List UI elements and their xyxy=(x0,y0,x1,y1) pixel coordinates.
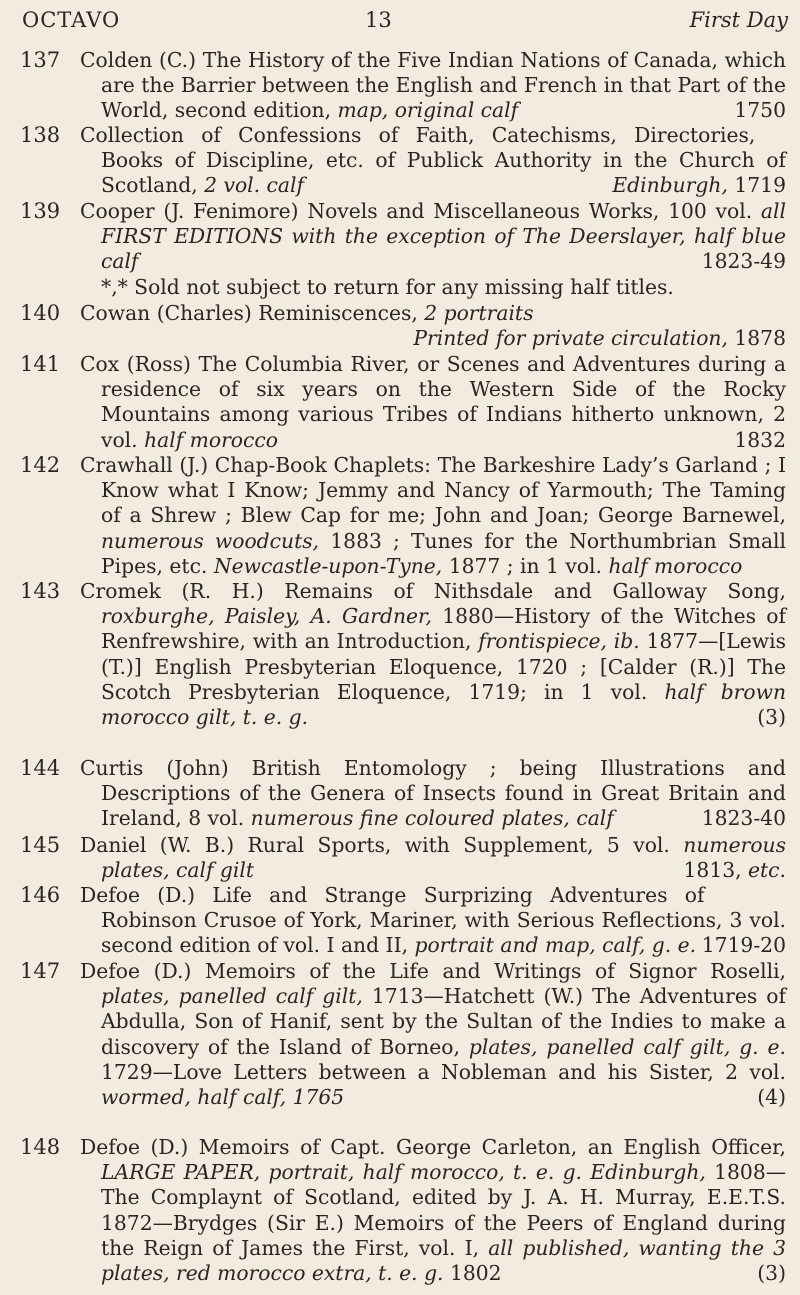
lot-binding: wormed, half calf, xyxy=(101,1085,287,1110)
lot-format: plates, panelled calf gilt, xyxy=(101,984,363,1009)
lot-format: half morocco xyxy=(144,427,278,452)
lot-description-cont: 1808—The Complaynt of Scotland, edited by J. A. H. Murray, E.E.T.S. 1872—Brydges (Sir E.) Memoirs of the Peers of England during the Reign of James the First, vol. I, xyxy=(101,1160,787,1260)
lot-format: map, original calf xyxy=(337,98,519,123)
lot-entry-137 xyxy=(0,48,800,123)
lot-date: 1832 xyxy=(734,427,786,452)
lot-number: 142 xyxy=(20,453,61,477)
lot-format-2: plates, panelled calf gilt, g. e. xyxy=(468,1034,787,1059)
header-format: OCTAVO xyxy=(22,8,121,32)
lot-number: 145 xyxy=(20,833,61,857)
lot-format: 2 vol. calf xyxy=(204,173,304,198)
lot-description: Crawhall (J.) Chap-Book Chaplets: The Barkeshire Lady’s Garland ; I Know what I Know; Jemmy and Nancy of Yarmouth; The Taming of a Shrew ; Blew Cap for me; John and Joan; George Barnewel, xyxy=(80,453,786,528)
lot-format: numerous plates, calf gilt xyxy=(101,833,786,883)
lot-date: 1813, xyxy=(683,858,742,883)
lot-place: Edinburgh, xyxy=(612,173,728,198)
lot-description: Defoe (D.) Memoirs of the Life and Writings of Signor Roselli, xyxy=(80,959,786,983)
lot-format: 2 portraits xyxy=(424,301,534,325)
lot-date: 1823-40 xyxy=(701,806,786,831)
lot-count: (4) xyxy=(757,1085,786,1110)
lot-description-cont: 1880—History of the Witches of Renfrewshire, with an Introduction, xyxy=(101,604,786,654)
lot-number: 139 xyxy=(20,199,61,223)
lot-count: (3) xyxy=(757,705,786,730)
lot-entry-147 xyxy=(0,959,800,1135)
header-day: First Day xyxy=(689,8,788,32)
lot-description: Curtis (John) British Entomology ; being Illustrations and Descriptions of the Genera of Insects found in Great Britain and Ireland, 8 vol. xyxy=(80,756,786,831)
lot-number: 137 xyxy=(20,48,61,72)
lot-date: 1878 xyxy=(734,326,786,351)
lot-number: 144 xyxy=(20,756,61,780)
lot-format-2: frontispiece, ib. xyxy=(478,629,640,654)
lot-format: roxburghe, Paisley, A. Gardner, xyxy=(101,604,432,629)
lot-list xyxy=(0,48,800,1295)
lot-date: 1750 xyxy=(734,98,786,123)
lot-entry-142 xyxy=(0,453,800,579)
lot-entry-145 xyxy=(0,833,800,883)
lot-description: Cox (Ross) The Columbia River, or Scenes and Adventures during a residence of six years on the Western Side of the Rocky Mountains among various Tribes of Indians hitherto unknown, 2 vol. xyxy=(80,352,786,452)
lot-place: Edinburgh, xyxy=(590,1160,706,1185)
lot-format: all FIRST EDITIONS with the exception of The Deerslayer, half blue calf xyxy=(101,199,786,274)
lot-date: 1823-49 xyxy=(701,249,786,274)
lot-description: Cromek (R. H.) Remains of Nithsdale and Galloway Song, xyxy=(80,579,786,603)
lot-description-tail: 1877—[Lewis (T.)] English Presbyterian Eloquence, 1720 ; [Calder (R.)] The Scotch Presbyterian Eloquence, 1719; in 1 vol. xyxy=(101,629,786,704)
lot-description: Defoe (D.) Memoirs of Capt. George Carleton, an English Officer, xyxy=(80,1135,786,1159)
lot-description-cont: 1713—Hatchett (W.) The Adventures of Abdulla, Son of Hanif, sent by the Sultan of the Indies to make a discovery of the Island of Borneo, xyxy=(101,984,786,1059)
lot-number: 147 xyxy=(20,959,61,983)
lot-date: 1765 xyxy=(292,1085,345,1110)
lot-number: 148 xyxy=(20,1135,61,1159)
lot-number: 138 xyxy=(20,123,61,147)
lot-description-tail: 1729—Love Letters between a Nobleman and his Sister, 2 vol. xyxy=(101,1059,786,1084)
page-header xyxy=(0,0,800,40)
lot-note: *‚* Sold not subject to return for any missing half titles. xyxy=(101,274,674,299)
lot-count: (3) xyxy=(757,1261,786,1286)
lot-entry-139 xyxy=(0,199,800,301)
lot-description: Cowan (Charles) Reminiscences, xyxy=(80,301,418,325)
lot-format: numerous woodcuts, xyxy=(101,528,320,553)
lot-number: 140 xyxy=(20,301,61,325)
lot-entry-140 xyxy=(0,301,800,352)
lot-entry-138 xyxy=(0,123,800,199)
lot-description: Colden (C.) The History of the Five Indian Nations of Canada, which are the Barrier between the English and French in that Part of the World, second edition, xyxy=(80,48,786,123)
lot-entry-146 xyxy=(0,883,800,959)
lot-entry-141 xyxy=(0,352,800,453)
lot-number: 143 xyxy=(20,579,61,603)
lot-date: 1802 xyxy=(449,1261,502,1286)
lot-entry-144 xyxy=(0,756,800,833)
lot-format: numerous fine coloured plates, calf xyxy=(250,806,614,831)
lot-date: 1719-20 xyxy=(701,933,786,958)
lot-description: Daniel (W. B.) Rural Sports, with Supplement, 5 vol. xyxy=(80,833,670,857)
lot-place: Newcastle-upon-Tyne, xyxy=(213,553,443,578)
lot-binding: half brown morocco gilt, t. e. g. xyxy=(101,679,787,730)
lot-description-cont: 1883 ; Tunes for the Northumbrian Small Pipes, etc. xyxy=(101,528,787,578)
lot-format: portrait and map, calf, g. e. xyxy=(414,933,697,958)
lot-entry-148 xyxy=(0,1135,800,1295)
lot-date: 1719 xyxy=(734,173,786,198)
lot-description: Collection of Confessions of Faith, Catechisms, Directories, Books of Discipline, etc. of Publick Authority in the Church of Scotland, xyxy=(80,123,786,198)
lot-binding: all published, wanting the 3 plates, red morocco extra, t. e. g. xyxy=(101,1235,786,1286)
lot-entry-143 xyxy=(0,579,800,756)
lot-description-tail: 1877 ; in 1 vol. xyxy=(448,553,602,578)
lot-description: Cooper (J. Fenimore) Novels and Miscellaneous Works, 100 vol. xyxy=(80,199,753,223)
lot-date-suffix: etc. xyxy=(748,858,786,883)
page-number: 13 xyxy=(365,8,392,32)
lot-place: Printed for private circulation, xyxy=(413,326,728,351)
lot-number: 141 xyxy=(20,352,61,376)
lot-format: LARGE PAPER, portrait, half morocco, t. e. g. xyxy=(101,1160,582,1185)
lot-description: Defoe (D.) Life and Strange Surprizing Adventures of Robinson Crusoe of York, Mariner, with Serious Reflections, 3 vol. second edition of vol. I and II, xyxy=(80,883,786,958)
lot-number: 146 xyxy=(20,883,61,907)
lot-binding: half morocco xyxy=(608,553,743,578)
